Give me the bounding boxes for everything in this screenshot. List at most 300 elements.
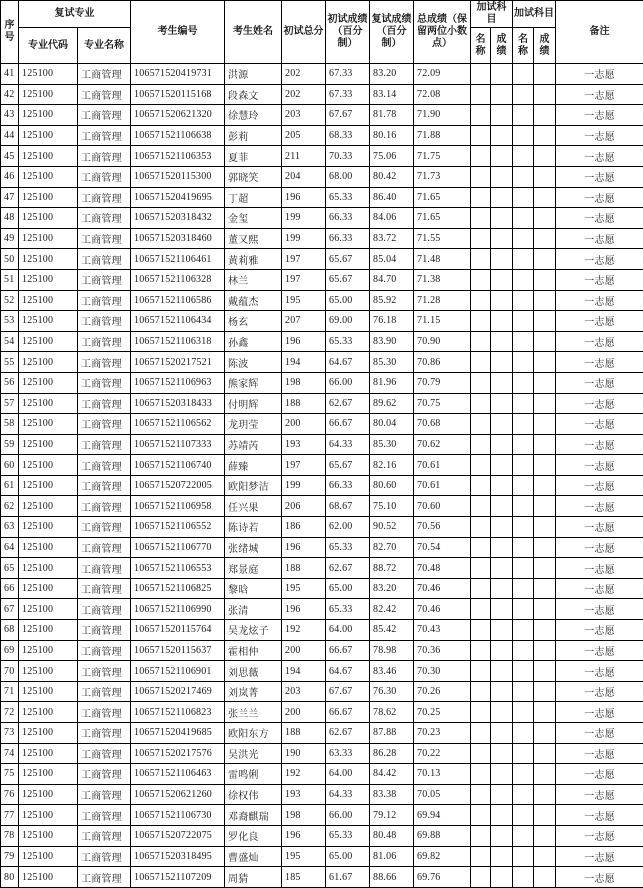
retest-score-pct: 88.66	[370, 867, 414, 888]
retest-score-pct: 85.42	[370, 620, 414, 641]
row-index: 76	[1, 784, 19, 805]
extra-subject2-name	[513, 599, 534, 620]
extra-subject2-score	[534, 723, 556, 744]
table-row	[1, 146, 643, 167]
major-name: 工商管理	[78, 228, 131, 249]
retest-score-pct: 78.98	[370, 640, 414, 661]
candidate-id: 106571521106638	[131, 125, 225, 146]
candidate-name: 罗化良	[225, 825, 282, 846]
extra-subject1-name	[471, 475, 491, 496]
remark: 一志愿	[556, 434, 643, 455]
header-extra-subject-group-2: 加试科目	[513, 1, 556, 28]
row-index: 50	[1, 249, 19, 270]
initial-total-score: 195	[282, 578, 326, 599]
extra-subject1-score	[491, 475, 513, 496]
remark: 一志愿	[556, 743, 643, 764]
final-score: 72.08	[414, 84, 471, 105]
initial-score-pct: 67.67	[326, 105, 370, 126]
candidate-id: 106571520217521	[131, 352, 225, 373]
major-name: 工商管理	[78, 784, 131, 805]
initial-score-pct: 66.67	[326, 702, 370, 723]
major-code: 125100	[19, 249, 78, 270]
extra-subject1-score	[491, 331, 513, 352]
remark: 一志愿	[556, 146, 643, 167]
extra-subject1-score	[491, 269, 513, 290]
major-name: 工商管理	[78, 496, 131, 517]
final-score: 70.90	[414, 331, 471, 352]
extra-subject1-name	[471, 743, 491, 764]
row-index: 43	[1, 105, 19, 126]
extra-subject1-name	[471, 640, 491, 661]
row-index: 53	[1, 311, 19, 332]
candidate-name: 霍相仲	[225, 640, 282, 661]
row-index: 54	[1, 331, 19, 352]
major-code: 125100	[19, 166, 78, 187]
table-row	[1, 640, 643, 661]
extra-subject2-score	[534, 455, 556, 476]
initial-score-pct: 64.33	[326, 784, 370, 805]
header-retest-pct: 复试成绩（百分制）	[370, 1, 414, 64]
extra-subject2-name	[513, 434, 534, 455]
candidate-name: 陈波	[225, 352, 282, 373]
extra-subject2-name	[513, 825, 534, 846]
major-name: 工商管理	[78, 455, 131, 476]
header-remark: 备注	[556, 1, 643, 64]
extra-subject2-name	[513, 125, 534, 146]
table-row	[1, 455, 643, 476]
table-row	[1, 372, 643, 393]
initial-score-pct: 65.33	[326, 187, 370, 208]
extra-subject2-name	[513, 764, 534, 785]
final-score: 70.46	[414, 578, 471, 599]
major-code: 125100	[19, 702, 78, 723]
final-score: 71.38	[414, 269, 471, 290]
table-row	[1, 311, 643, 332]
initial-total-score: 186	[282, 517, 326, 538]
extra-subject1-score	[491, 455, 513, 476]
remark: 一志愿	[556, 187, 643, 208]
initial-total-score: 199	[282, 228, 326, 249]
final-score: 71.88	[414, 125, 471, 146]
retest-score-pct: 79.12	[370, 805, 414, 826]
extra-subject1-score	[491, 352, 513, 373]
initial-score-pct: 64.33	[326, 434, 370, 455]
major-name: 工商管理	[78, 269, 131, 290]
extra-subject2-score	[534, 146, 556, 167]
candidate-name: 张清	[225, 599, 282, 620]
candidate-name: 付明辉	[225, 393, 282, 414]
extra-subject1-score	[491, 372, 513, 393]
extra-subject2-score	[534, 661, 556, 682]
table-row	[1, 867, 643, 888]
major-code: 125100	[19, 599, 78, 620]
table-row	[1, 620, 643, 641]
extra-subject1-name	[471, 269, 491, 290]
extra-subject1-name	[471, 599, 491, 620]
final-score: 70.25	[414, 702, 471, 723]
retest-score-pct: 82.16	[370, 455, 414, 476]
major-name: 工商管理	[78, 125, 131, 146]
initial-total-score: 204	[282, 166, 326, 187]
table-row	[1, 290, 643, 311]
candidate-id: 106571520318433	[131, 393, 225, 414]
candidate-id: 106571520115300	[131, 166, 225, 187]
extra-subject1-name	[471, 784, 491, 805]
extra-subject1-score	[491, 846, 513, 867]
initial-score-pct: 68.00	[326, 166, 370, 187]
initial-score-pct: 66.67	[326, 414, 370, 435]
major-name: 工商管理	[78, 352, 131, 373]
retest-score-pct: 78.62	[370, 702, 414, 723]
final-score: 69.94	[414, 805, 471, 826]
major-code: 125100	[19, 434, 78, 455]
remark: 一志愿	[556, 846, 643, 867]
extra-subject2-name	[513, 166, 534, 187]
major-code: 125100	[19, 517, 78, 538]
remark: 一志愿	[556, 867, 643, 888]
table-row	[1, 681, 643, 702]
row-index: 70	[1, 661, 19, 682]
retest-score-pct: 81.06	[370, 846, 414, 867]
table-row	[1, 537, 643, 558]
initial-score-pct: 67.67	[326, 681, 370, 702]
extra-subject1-name	[471, 414, 491, 435]
major-code: 125100	[19, 846, 78, 867]
row-index: 55	[1, 352, 19, 373]
retest-score-pct: 80.60	[370, 475, 414, 496]
row-index: 60	[1, 455, 19, 476]
retest-score-pct: 88.72	[370, 558, 414, 579]
table-row	[1, 558, 643, 579]
initial-total-score: 196	[282, 537, 326, 558]
row-index: 73	[1, 723, 19, 744]
initial-total-score: 192	[282, 764, 326, 785]
major-code: 125100	[19, 331, 78, 352]
major-code: 125100	[19, 764, 78, 785]
row-index: 41	[1, 64, 19, 85]
extra-subject2-score	[534, 249, 556, 270]
extra-subject1-score	[491, 640, 513, 661]
extra-subject1-score	[491, 723, 513, 744]
major-name: 工商管理	[78, 620, 131, 641]
candidate-name: 熊家辉	[225, 372, 282, 393]
extra-subject1-score	[491, 64, 513, 85]
extra-subject1-score	[491, 146, 513, 167]
retest-score-pct: 85.92	[370, 290, 414, 311]
major-code: 125100	[19, 661, 78, 682]
final-score: 71.90	[414, 105, 471, 126]
extra-subject2-name	[513, 867, 534, 888]
candidate-id: 106571521106434	[131, 311, 225, 332]
header-retest-major-group: 复试专业	[19, 1, 131, 28]
extra-subject1-name	[471, 681, 491, 702]
major-name: 工商管理	[78, 537, 131, 558]
major-name: 工商管理	[78, 434, 131, 455]
major-name: 工商管理	[78, 825, 131, 846]
initial-total-score: 196	[282, 599, 326, 620]
extra-subject2-score	[534, 393, 556, 414]
header-extra-name-1: 名称	[471, 28, 491, 64]
major-name: 工商管理	[78, 846, 131, 867]
retest-score-pct: 84.42	[370, 764, 414, 785]
row-index: 68	[1, 620, 19, 641]
initial-score-pct: 62.67	[326, 393, 370, 414]
extra-subject1-name	[471, 393, 491, 414]
final-score: 71.48	[414, 249, 471, 270]
initial-score-pct: 66.67	[326, 640, 370, 661]
major-code: 125100	[19, 228, 78, 249]
retest-score-pct: 83.38	[370, 784, 414, 805]
final-score: 70.56	[414, 517, 471, 538]
major-code: 125100	[19, 393, 78, 414]
candidate-id: 106571520722005	[131, 475, 225, 496]
extra-subject1-score	[491, 558, 513, 579]
extra-subject2-name	[513, 414, 534, 435]
extra-subject2-score	[534, 764, 556, 785]
retest-score-pct: 81.78	[370, 105, 414, 126]
initial-total-score: 188	[282, 393, 326, 414]
candidate-name: 戴蕴杰	[225, 290, 282, 311]
table-row	[1, 352, 643, 373]
header-final-score: 总成绩（保留两位小数点）	[414, 1, 471, 64]
row-index: 56	[1, 372, 19, 393]
extra-subject2-name	[513, 372, 534, 393]
initial-score-pct: 65.33	[326, 537, 370, 558]
extra-subject2-score	[534, 825, 556, 846]
final-score: 70.05	[414, 784, 471, 805]
candidate-id: 106571521106328	[131, 269, 225, 290]
candidate-name: 欧阳东方	[225, 723, 282, 744]
major-code: 125100	[19, 578, 78, 599]
final-score: 70.61	[414, 475, 471, 496]
row-index: 63	[1, 517, 19, 538]
table-row	[1, 414, 643, 435]
extra-subject1-score	[491, 702, 513, 723]
retest-score-pct: 83.72	[370, 228, 414, 249]
extra-subject2-score	[534, 702, 556, 723]
extra-subject1-score	[491, 249, 513, 270]
extra-subject1-score	[491, 290, 513, 311]
candidate-id: 106571521106562	[131, 414, 225, 435]
extra-subject2-name	[513, 393, 534, 414]
extra-subject2-name	[513, 249, 534, 270]
table-row	[1, 517, 643, 538]
major-code: 125100	[19, 352, 78, 373]
retest-score-pct: 81.96	[370, 372, 414, 393]
extra-subject2-score	[534, 187, 556, 208]
row-index: 42	[1, 84, 19, 105]
table-row	[1, 228, 643, 249]
extra-subject1-score	[491, 208, 513, 229]
extra-subject2-score	[534, 84, 556, 105]
extra-subject2-name	[513, 84, 534, 105]
extra-subject2-score	[534, 269, 556, 290]
extra-subject1-name	[471, 64, 491, 85]
major-code: 125100	[19, 125, 78, 146]
remark: 一志愿	[556, 311, 643, 332]
remark: 一志愿	[556, 393, 643, 414]
extra-subject1-name	[471, 496, 491, 517]
major-code: 125100	[19, 681, 78, 702]
major-name: 工商管理	[78, 414, 131, 435]
initial-score-pct: 65.67	[326, 455, 370, 476]
remark: 一志愿	[556, 64, 643, 85]
extra-subject2-name	[513, 187, 534, 208]
initial-score-pct: 65.67	[326, 269, 370, 290]
extra-subject2-name	[513, 620, 534, 641]
extra-subject1-name	[471, 208, 491, 229]
candidate-name: 黎晗	[225, 578, 282, 599]
initial-score-pct: 68.67	[326, 496, 370, 517]
final-score: 71.75	[414, 146, 471, 167]
extra-subject2-name	[513, 290, 534, 311]
extra-subject2-score	[534, 537, 556, 558]
final-score: 69.88	[414, 825, 471, 846]
extra-subject2-name	[513, 311, 534, 332]
candidate-id: 106571521106461	[131, 249, 225, 270]
candidate-id: 106571521106901	[131, 661, 225, 682]
header-initial-total: 初试总分	[282, 1, 326, 64]
extra-subject2-name	[513, 105, 534, 126]
extra-subject1-score	[491, 393, 513, 414]
header-major-name: 专业名称	[78, 28, 131, 64]
initial-total-score: 200	[282, 702, 326, 723]
retest-score-pct: 75.06	[370, 146, 414, 167]
extra-subject1-name	[471, 558, 491, 579]
extra-subject1-name	[471, 805, 491, 826]
candidate-id: 106571521106586	[131, 290, 225, 311]
major-code: 125100	[19, 475, 78, 496]
initial-score-pct: 64.00	[326, 764, 370, 785]
header-major-code: 专业代码	[19, 28, 78, 64]
remark: 一志愿	[556, 84, 643, 105]
final-score: 70.60	[414, 496, 471, 517]
extra-subject2-name	[513, 455, 534, 476]
remark: 一志愿	[556, 723, 643, 744]
major-code: 125100	[19, 311, 78, 332]
extra-subject2-name	[513, 208, 534, 229]
extra-subject1-name	[471, 352, 491, 373]
major-name: 工商管理	[78, 166, 131, 187]
candidate-name: 黄莉雅	[225, 249, 282, 270]
extra-subject1-name	[471, 578, 491, 599]
candidate-id: 106571520217576	[131, 743, 225, 764]
candidate-name: 张绪城	[225, 537, 282, 558]
candidate-name: 邓裔麒瑞	[225, 805, 282, 826]
candidate-id: 106571520318460	[131, 228, 225, 249]
retest-score-pct: 80.04	[370, 414, 414, 435]
initial-total-score: 196	[282, 825, 326, 846]
extra-subject2-score	[534, 105, 556, 126]
initial-total-score: 200	[282, 414, 326, 435]
extra-subject1-name	[471, 249, 491, 270]
remark: 一志愿	[556, 620, 643, 641]
extra-subject1-score	[491, 599, 513, 620]
initial-total-score: 203	[282, 105, 326, 126]
extra-subject1-score	[491, 661, 513, 682]
initial-total-score: 193	[282, 434, 326, 455]
extra-subject2-score	[534, 784, 556, 805]
candidate-id: 106571521106730	[131, 805, 225, 826]
major-name: 工商管理	[78, 393, 131, 414]
initial-total-score: 190	[282, 743, 326, 764]
major-name: 工商管理	[78, 475, 131, 496]
remark: 一志愿	[556, 681, 643, 702]
row-index: 77	[1, 805, 19, 826]
major-name: 工商管理	[78, 867, 131, 888]
extra-subject1-name	[471, 331, 491, 352]
header-initial-pct: 初试成绩（百分制）	[326, 1, 370, 64]
table-row	[1, 825, 643, 846]
major-name: 工商管理	[78, 661, 131, 682]
remark: 一志愿	[556, 805, 643, 826]
row-index: 72	[1, 702, 19, 723]
major-code: 125100	[19, 84, 78, 105]
extra-subject1-name	[471, 455, 491, 476]
retest-score-pct: 80.48	[370, 825, 414, 846]
extra-subject1-score	[491, 434, 513, 455]
header-extra-score-1: 成绩	[491, 28, 513, 64]
retest-score-pct: 86.40	[370, 187, 414, 208]
major-name: 工商管理	[78, 208, 131, 229]
final-score: 72.09	[414, 64, 471, 85]
remark: 一志愿	[556, 825, 643, 846]
initial-total-score: 197	[282, 455, 326, 476]
extra-subject1-score	[491, 166, 513, 187]
final-score: 70.86	[414, 352, 471, 373]
remark: 一志愿	[556, 125, 643, 146]
remark: 一志愿	[556, 290, 643, 311]
final-score: 70.13	[414, 764, 471, 785]
major-code: 125100	[19, 414, 78, 435]
initial-score-pct: 65.00	[326, 846, 370, 867]
retest-score-pct: 75.10	[370, 496, 414, 517]
major-name: 工商管理	[78, 84, 131, 105]
table-row	[1, 187, 643, 208]
extra-subject2-name	[513, 537, 534, 558]
extra-subject1-name	[471, 434, 491, 455]
initial-total-score: 202	[282, 84, 326, 105]
extra-subject1-name	[471, 867, 491, 888]
candidate-name: 吴龙炫子	[225, 620, 282, 641]
major-name: 工商管理	[78, 743, 131, 764]
initial-total-score: 197	[282, 249, 326, 270]
extra-subject1-name	[471, 661, 491, 682]
extra-subject1-score	[491, 496, 513, 517]
row-index: 57	[1, 393, 19, 414]
table-row	[1, 764, 643, 785]
final-score: 70.75	[414, 393, 471, 414]
candidate-id: 106571521106770	[131, 537, 225, 558]
extra-subject1-name	[471, 84, 491, 105]
major-code: 125100	[19, 867, 78, 888]
remark: 一志愿	[556, 517, 643, 538]
remark: 一志愿	[556, 269, 643, 290]
candidate-name: 曹盛灿	[225, 846, 282, 867]
extra-subject1-name	[471, 372, 491, 393]
table-row	[1, 105, 643, 126]
initial-score-pct: 67.33	[326, 64, 370, 85]
extra-subject1-name	[471, 764, 491, 785]
initial-total-score: 199	[282, 475, 326, 496]
remark: 一志愿	[556, 578, 643, 599]
initial-total-score: 193	[282, 784, 326, 805]
extra-subject1-score	[491, 867, 513, 888]
extra-subject1-name	[471, 620, 491, 641]
final-score: 71.15	[414, 311, 471, 332]
major-code: 125100	[19, 805, 78, 826]
table-row	[1, 434, 643, 455]
